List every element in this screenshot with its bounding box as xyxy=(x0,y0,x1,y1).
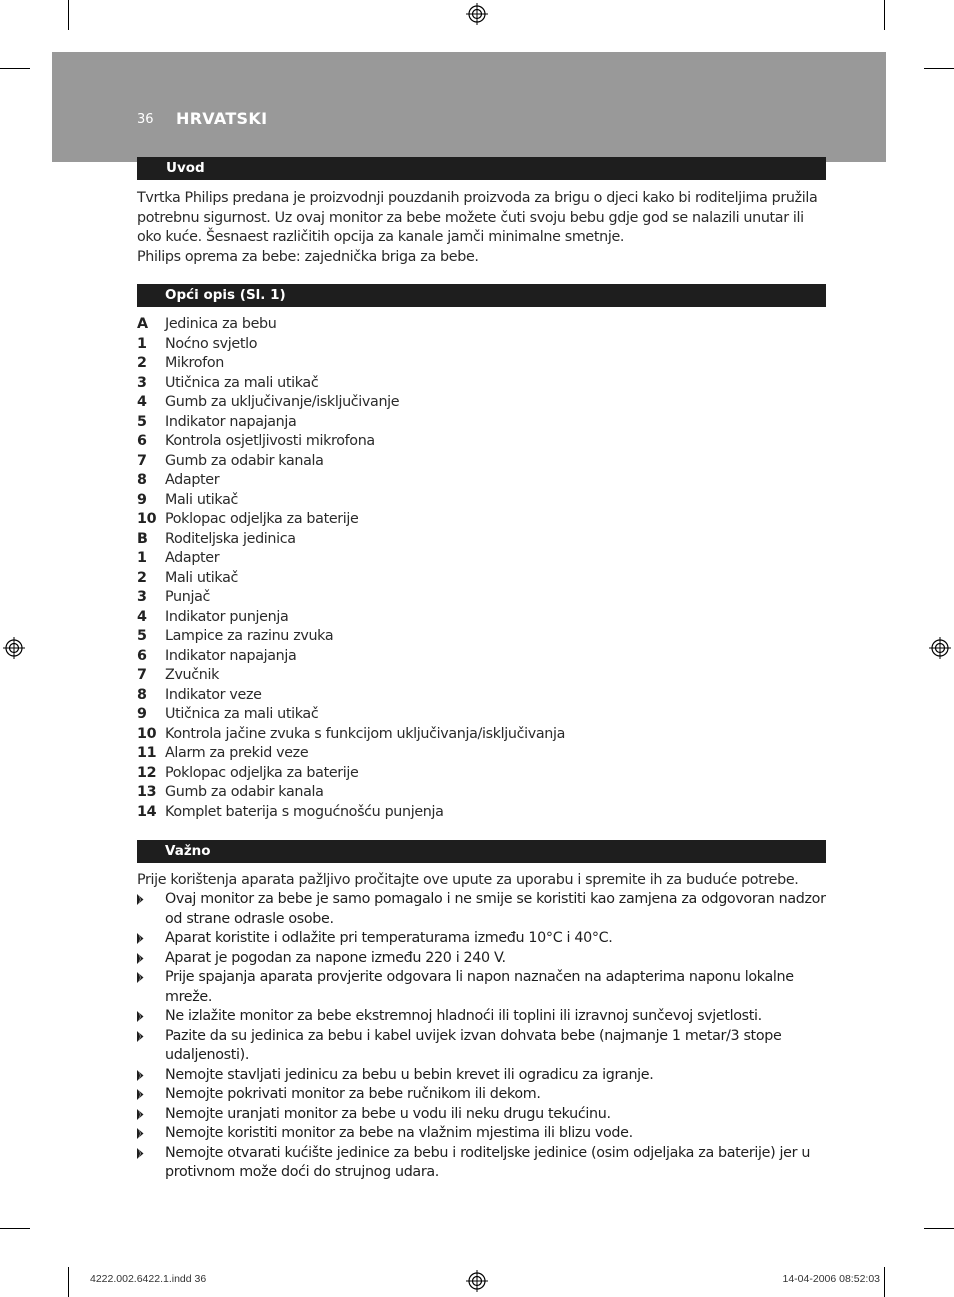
list-item-key: 8 xyxy=(137,686,147,703)
list-item-key: 10 xyxy=(137,725,157,742)
registration-mark-icon xyxy=(3,637,25,659)
list-item-key: 4 xyxy=(137,608,147,625)
list-item xyxy=(137,686,827,706)
list-item xyxy=(137,335,827,355)
list-item-key: 5 xyxy=(137,413,147,430)
list-item-label: Poklopac odjeljka za baterije xyxy=(165,511,359,527)
list-item-key: 9 xyxy=(137,706,147,722)
safety-bullet-list xyxy=(137,890,827,1183)
list-item xyxy=(137,588,827,608)
bullet-text: Ne izlažite monitor za bebe ekstremnoj hladnoći ili toplini ili izravnoj sunčevoj svjetlosti. xyxy=(165,1008,762,1024)
important-intro: Prije korištenja aparata pažljivo pročitajte ove upute za uporabu i spremite ih za buduće potrebe. xyxy=(137,872,799,888)
page-language-heading: HRVATSKI xyxy=(176,109,268,128)
list-item-key: 12 xyxy=(137,764,157,781)
bullet-triangle-icon xyxy=(137,1148,144,1159)
list-item-label: Jedinica za bebu xyxy=(165,316,277,332)
section-title-intro: Uvod xyxy=(137,157,826,180)
list-item-label: Punjač xyxy=(165,589,210,605)
section-title-important: Važno xyxy=(137,840,826,863)
list-item xyxy=(137,354,827,374)
list-item xyxy=(137,452,827,472)
bullet-text: Nemojte otvarati kućište jedinice za bebu i roditeljske jedinice (osim odjeljaka za baterije) jer u protivnom može doći do strujnog udara. xyxy=(165,1144,811,1180)
list-item xyxy=(137,432,827,452)
list-item-label: Roditeljska jedinica xyxy=(165,530,296,547)
list-item-label: Adapter xyxy=(165,472,220,488)
list-item xyxy=(137,549,827,569)
list-item-key: 2 xyxy=(137,355,147,371)
list-item-label: Noćno svjetlo xyxy=(165,335,258,352)
crop-mark xyxy=(884,0,885,30)
list-item-label: Indikator napajanja xyxy=(165,647,297,664)
section-title-description: Opći opis (Sl. 1) xyxy=(137,284,826,307)
list-item xyxy=(137,608,827,628)
list-item-label: Mikrofon xyxy=(165,355,224,371)
crop-mark xyxy=(68,1267,69,1297)
footer-file-name: 4222.002.6422.1.indd 36 xyxy=(90,1273,207,1285)
list-item-label: Indikator veze xyxy=(165,686,262,703)
list-item xyxy=(137,725,827,745)
intro-paragraph: Tvrtka Philips predana je proizvodnji pouzdanih proizvoda za brigu o djeci kako bi roditeljima pružila potrebnu sigurnost. Uz ovaj monitor za bebe možete čuti svoju bebu gdje god se nalazili unutar ili oko kuće. Šesnaest različitih opcija za kanale jamči minimalne smetnje. xyxy=(137,190,818,246)
intro-slogan: Philips oprema za bebe: zajednička briga za bebe. xyxy=(137,249,479,265)
list-item-key: 13 xyxy=(137,784,157,800)
bullet-triangle-icon xyxy=(137,1031,144,1042)
bullet-text: Nemojte uranjati monitor za bebe u vodu ili neku drugu tekućinu. xyxy=(165,1105,611,1122)
list-item-key: 2 xyxy=(137,569,147,586)
registration-mark-icon xyxy=(466,1270,488,1292)
bullet-text: Nemojte stavljati jedinicu za bebu u bebin krevet ili ogradicu za igranje. xyxy=(165,1066,654,1083)
bullet-triangle-icon xyxy=(137,953,144,964)
list-item-label: Indikator napajanja xyxy=(165,413,297,430)
bullet-text: Aparat je pogodan za napone između 220 i 240 V. xyxy=(165,949,506,966)
list-item xyxy=(137,510,827,530)
list-item-key: 1 xyxy=(137,335,147,352)
list-item xyxy=(137,530,827,550)
bullet-item xyxy=(137,1144,827,1183)
page-number: 36 xyxy=(137,112,154,127)
bullet-triangle-icon xyxy=(137,894,144,905)
list-item-label: Gumb za odabir kanala xyxy=(165,784,324,800)
bullet-triangle-icon xyxy=(137,1109,144,1120)
list-item-label: Poklopac odjeljka za baterije xyxy=(165,764,359,781)
bullet-text: Nemojte pokrivati monitor za bebe ručnikom ili dekom. xyxy=(165,1086,541,1102)
list-item-label: Adapter xyxy=(165,550,220,566)
bullet-text: Ovaj monitor za bebe je samo pomagalo i ne smije se koristiti kao zamjena za odgovoran nadzor od strane odrasle osobe. xyxy=(165,891,826,927)
list-item-key: 3 xyxy=(137,589,147,605)
header-band xyxy=(52,52,886,162)
list-item-label: Utičnica za mali utikač xyxy=(165,706,319,722)
bullet-text: Aparat koristite i odlažite pri temperaturama između 10°C i 40°C. xyxy=(165,930,613,946)
bullet-triangle-icon xyxy=(137,1128,144,1139)
list-item-label: Kontrola jačine zvuka s funkcijom uključivanja/isključivanja xyxy=(165,725,566,742)
list-item-key: 6 xyxy=(137,647,147,664)
bullet-item xyxy=(137,1085,827,1105)
list-item-key: A xyxy=(137,316,148,332)
list-item-label: Lampice za razinu zvuka xyxy=(165,628,334,644)
bullet-triangle-icon xyxy=(137,972,144,983)
list-item-key: 3 xyxy=(137,374,147,391)
list-item-label: Zvučnik xyxy=(165,667,220,683)
list-item xyxy=(137,744,827,764)
list-item xyxy=(137,705,827,725)
bullet-item xyxy=(137,890,827,929)
list-item-key: 4 xyxy=(137,394,147,410)
list-item xyxy=(137,647,827,667)
bullet-item xyxy=(137,1066,827,1086)
bullet-text: Prije spajanja aparata provjerite odgovara li napon naznačen na adapterima naponu lokalne mreže. xyxy=(165,969,794,1005)
list-item-key: 6 xyxy=(137,433,147,449)
bullet-item xyxy=(137,1007,827,1027)
list-item-key: 1 xyxy=(137,550,147,566)
crop-mark xyxy=(68,0,69,30)
list-item xyxy=(137,491,827,511)
crop-mark xyxy=(884,1267,885,1297)
list-item-label: Gumb za uključivanje/isključivanje xyxy=(165,394,400,410)
bullet-item xyxy=(137,1027,827,1066)
crop-mark xyxy=(924,68,954,69)
list-item-label: Mali utikač xyxy=(165,491,239,508)
list-item-key: 5 xyxy=(137,628,147,644)
list-item-key: 9 xyxy=(137,491,147,508)
list-item xyxy=(137,666,827,686)
list-item-label: Mali utikač xyxy=(165,569,239,586)
list-item xyxy=(137,803,827,823)
list-item xyxy=(137,783,827,803)
bullet-item xyxy=(137,1124,827,1144)
list-item xyxy=(137,393,827,413)
list-item-label: Kontrola osjetljivosti mikrofona xyxy=(165,433,375,449)
bullet-triangle-icon xyxy=(137,1089,144,1100)
registration-mark-icon xyxy=(929,637,951,659)
list-item-key: B xyxy=(137,530,148,547)
list-item xyxy=(137,569,827,589)
list-item-key: 8 xyxy=(137,472,147,488)
list-item xyxy=(137,315,827,335)
list-item-label: Gumb za odabir kanala xyxy=(165,452,324,469)
list-item-label: Alarm za prekid veze xyxy=(165,745,309,761)
footer-timestamp: 14-04-2006 08:52:03 xyxy=(782,1273,880,1285)
bullet-triangle-icon xyxy=(137,1011,144,1022)
list-item xyxy=(137,374,827,394)
bullet-triangle-icon xyxy=(137,1070,144,1081)
list-item xyxy=(137,764,827,784)
parts-list xyxy=(137,315,827,822)
list-item-key: 10 xyxy=(137,511,157,527)
bullet-item xyxy=(137,968,827,1007)
bullet-triangle-icon xyxy=(137,933,144,944)
crop-mark xyxy=(0,68,30,69)
bullet-item xyxy=(137,929,827,949)
list-item-label: Utičnica za mali utikač xyxy=(165,374,319,391)
list-item xyxy=(137,471,827,491)
list-item-key: 7 xyxy=(137,452,147,469)
list-item xyxy=(137,627,827,647)
crop-mark xyxy=(924,1228,954,1229)
bullet-text: Nemojte koristiti monitor za bebe na vlažnim mjestima ili blizu vode. xyxy=(165,1125,633,1141)
list-item xyxy=(137,413,827,433)
bullet-item xyxy=(137,949,827,969)
bullet-item xyxy=(137,1105,827,1125)
registration-mark-icon xyxy=(466,3,488,25)
list-item-key: 11 xyxy=(137,745,157,761)
list-item-label: Indikator punjenja xyxy=(165,608,289,625)
list-item-key: 14 xyxy=(137,803,157,820)
list-item-key: 7 xyxy=(137,667,147,683)
list-item-label: Komplet baterija s mogućnošću punjenja xyxy=(165,803,444,820)
crop-mark xyxy=(0,1228,30,1229)
bullet-text: Pazite da su jedinica za bebu i kabel uvijek izvan dohvata bebe (najmanje 1 metar/3 stope udaljenosti). xyxy=(165,1027,782,1063)
